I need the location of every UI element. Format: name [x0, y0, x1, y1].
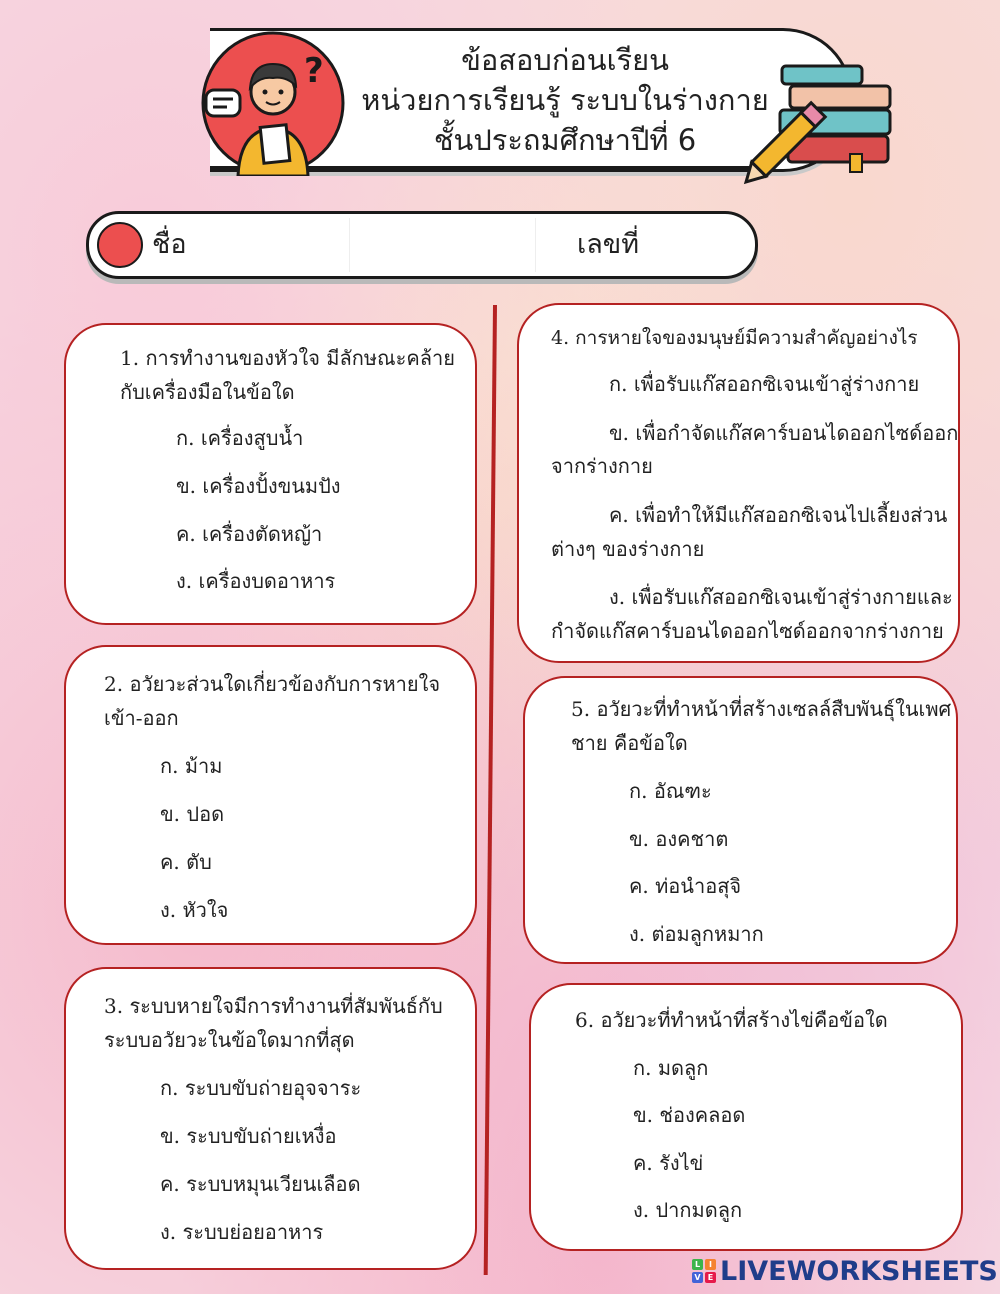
question-card-2	[64, 645, 477, 945]
question-3-option-d[interactable]: ง. ระบบย่อยอาหาร	[160, 1220, 324, 1244]
name-bar-dot	[97, 222, 143, 268]
question-4-option-d-cont[interactable]: กำจัดแก๊สคาร์บอนไดออกไซด์ออกจากร่างกาย	[551, 619, 944, 643]
liveworksheets-logo[interactable]	[692, 1254, 998, 1288]
question-6-option-c[interactable]: ค. รังไข่	[633, 1151, 704, 1175]
question-4-option-a[interactable]: ก. เพื่อรับแก๊สออกซิเจนเข้าสู่ร่างกาย	[609, 372, 920, 396]
question-6-option-b[interactable]: ข. ช่องคลอด	[633, 1103, 746, 1127]
question-5-option-c[interactable]: ค. ท่อนำอสุจิ	[629, 874, 742, 898]
question-3-text: 3. ระบบหายใจมีการทำงานที่สัมพันธ์กับ ระบบอวัยวะในข้อใดมากที่สุด	[104, 994, 443, 1052]
header-title-line3: ชั้นประถมศึกษาปีที่ 6	[433, 123, 697, 157]
logo-tiles-icon: L I V E	[692, 1259, 716, 1283]
question-3-option-b[interactable]: ข. ระบบขับถ่ายเหงื่อ	[160, 1124, 337, 1148]
question-4-option-b-cont[interactable]: จากร่างกาย	[551, 454, 653, 478]
question-1-text: 1. การทำงานของหัวใจ มีลักษณะคล้าย กับเครื่องมือในข้อใด	[120, 346, 455, 404]
question-6-option-d[interactable]: ง. ปากมดลูก	[633, 1198, 743, 1222]
question-3-option-a[interactable]: ก. ระบบขับถ่ายอุจจาระ	[160, 1076, 362, 1100]
question-4-text: 4. การหายใจของมนุษย์มีความสำคัญอย่างไร	[551, 327, 918, 349]
question-5-option-b[interactable]: ข. องคชาต	[629, 827, 729, 851]
question-6-text: 6. อวัยวะที่ทำหน้าที่สร้างไข่คือข้อใด	[575, 1008, 888, 1032]
question-2-option-d[interactable]: ง. หัวใจ	[160, 898, 229, 922]
question-2-option-b[interactable]: ข. ปอด	[160, 802, 225, 826]
question-1-option-a[interactable]: ก. เครื่องสูบน้ำ	[176, 426, 304, 450]
question-1-option-c[interactable]: ค. เครื่องตัดหญ้า	[176, 522, 323, 546]
student-thinking-icon	[200, 30, 346, 176]
question-card-3	[64, 967, 477, 1270]
books-pencil-icon	[740, 58, 900, 188]
name-label: ชื่อ	[152, 229, 187, 260]
question-3-option-c[interactable]: ค. ระบบหมุนเวียนเลือด	[160, 1172, 361, 1196]
number-field-divider	[535, 218, 536, 272]
question-5-text: 5. อวัยวะที่ทำหน้าที่สร้างเซลล์สืบพันธุ์ในเพศ ชาย คือข้อใด	[571, 697, 952, 755]
question-1-option-d[interactable]: ง. เครื่องบดอาหาร	[176, 569, 336, 593]
header-title-line2: หน่วยการเรียนรู้ ระบบในร่างกาย	[361, 83, 769, 117]
question-card-1	[64, 323, 477, 625]
question-2-option-a[interactable]: ก. ม้าม	[160, 754, 223, 778]
question-5-option-a[interactable]: ก. อัณฑะ	[629, 779, 712, 803]
question-6-option-a[interactable]: ก. มดลูก	[633, 1056, 709, 1080]
name-field-divider	[349, 218, 350, 272]
question-4-option-b[interactable]: ข. เพื่อกำจัดแก๊สคาร์บอนไดออกไซด์ออก	[609, 421, 959, 445]
svg-text:?: ?	[304, 51, 324, 91]
question-4-option-d[interactable]: ง. เพื่อรับแก๊สออกซิเจนเข้าสู่ร่างกายและ	[609, 585, 953, 609]
column-divider	[484, 305, 497, 1275]
header-title-line1: ข้อสอบก่อนเรียน	[461, 43, 669, 77]
header-title	[330, 40, 800, 160]
question-2-text: 2. อวัยวะส่วนใดเกี่ยวข้องกับการหายใจ เข้า-ออก	[104, 672, 441, 730]
number-label: เลขที่	[577, 229, 640, 260]
question-2-option-c[interactable]: ค. ตับ	[160, 850, 212, 874]
question-5-option-d[interactable]: ง. ต่อมลูกหมาก	[629, 922, 764, 946]
question-4-option-c[interactable]: ค. เพื่อทำให้มีแก๊สออกซิเจนไปเลี้ยงส่วน	[609, 503, 948, 527]
question-1-option-b[interactable]: ข. เครื่องปั้งขนมปัง	[176, 474, 341, 498]
question-card-5	[523, 676, 958, 964]
question-card-4	[517, 303, 960, 663]
question-4-option-c-cont[interactable]: ต่างๆ ของร่างกาย	[551, 537, 705, 561]
logo-text: LIVEWORKSHEETS	[720, 1255, 998, 1287]
question-card-6	[529, 983, 963, 1251]
